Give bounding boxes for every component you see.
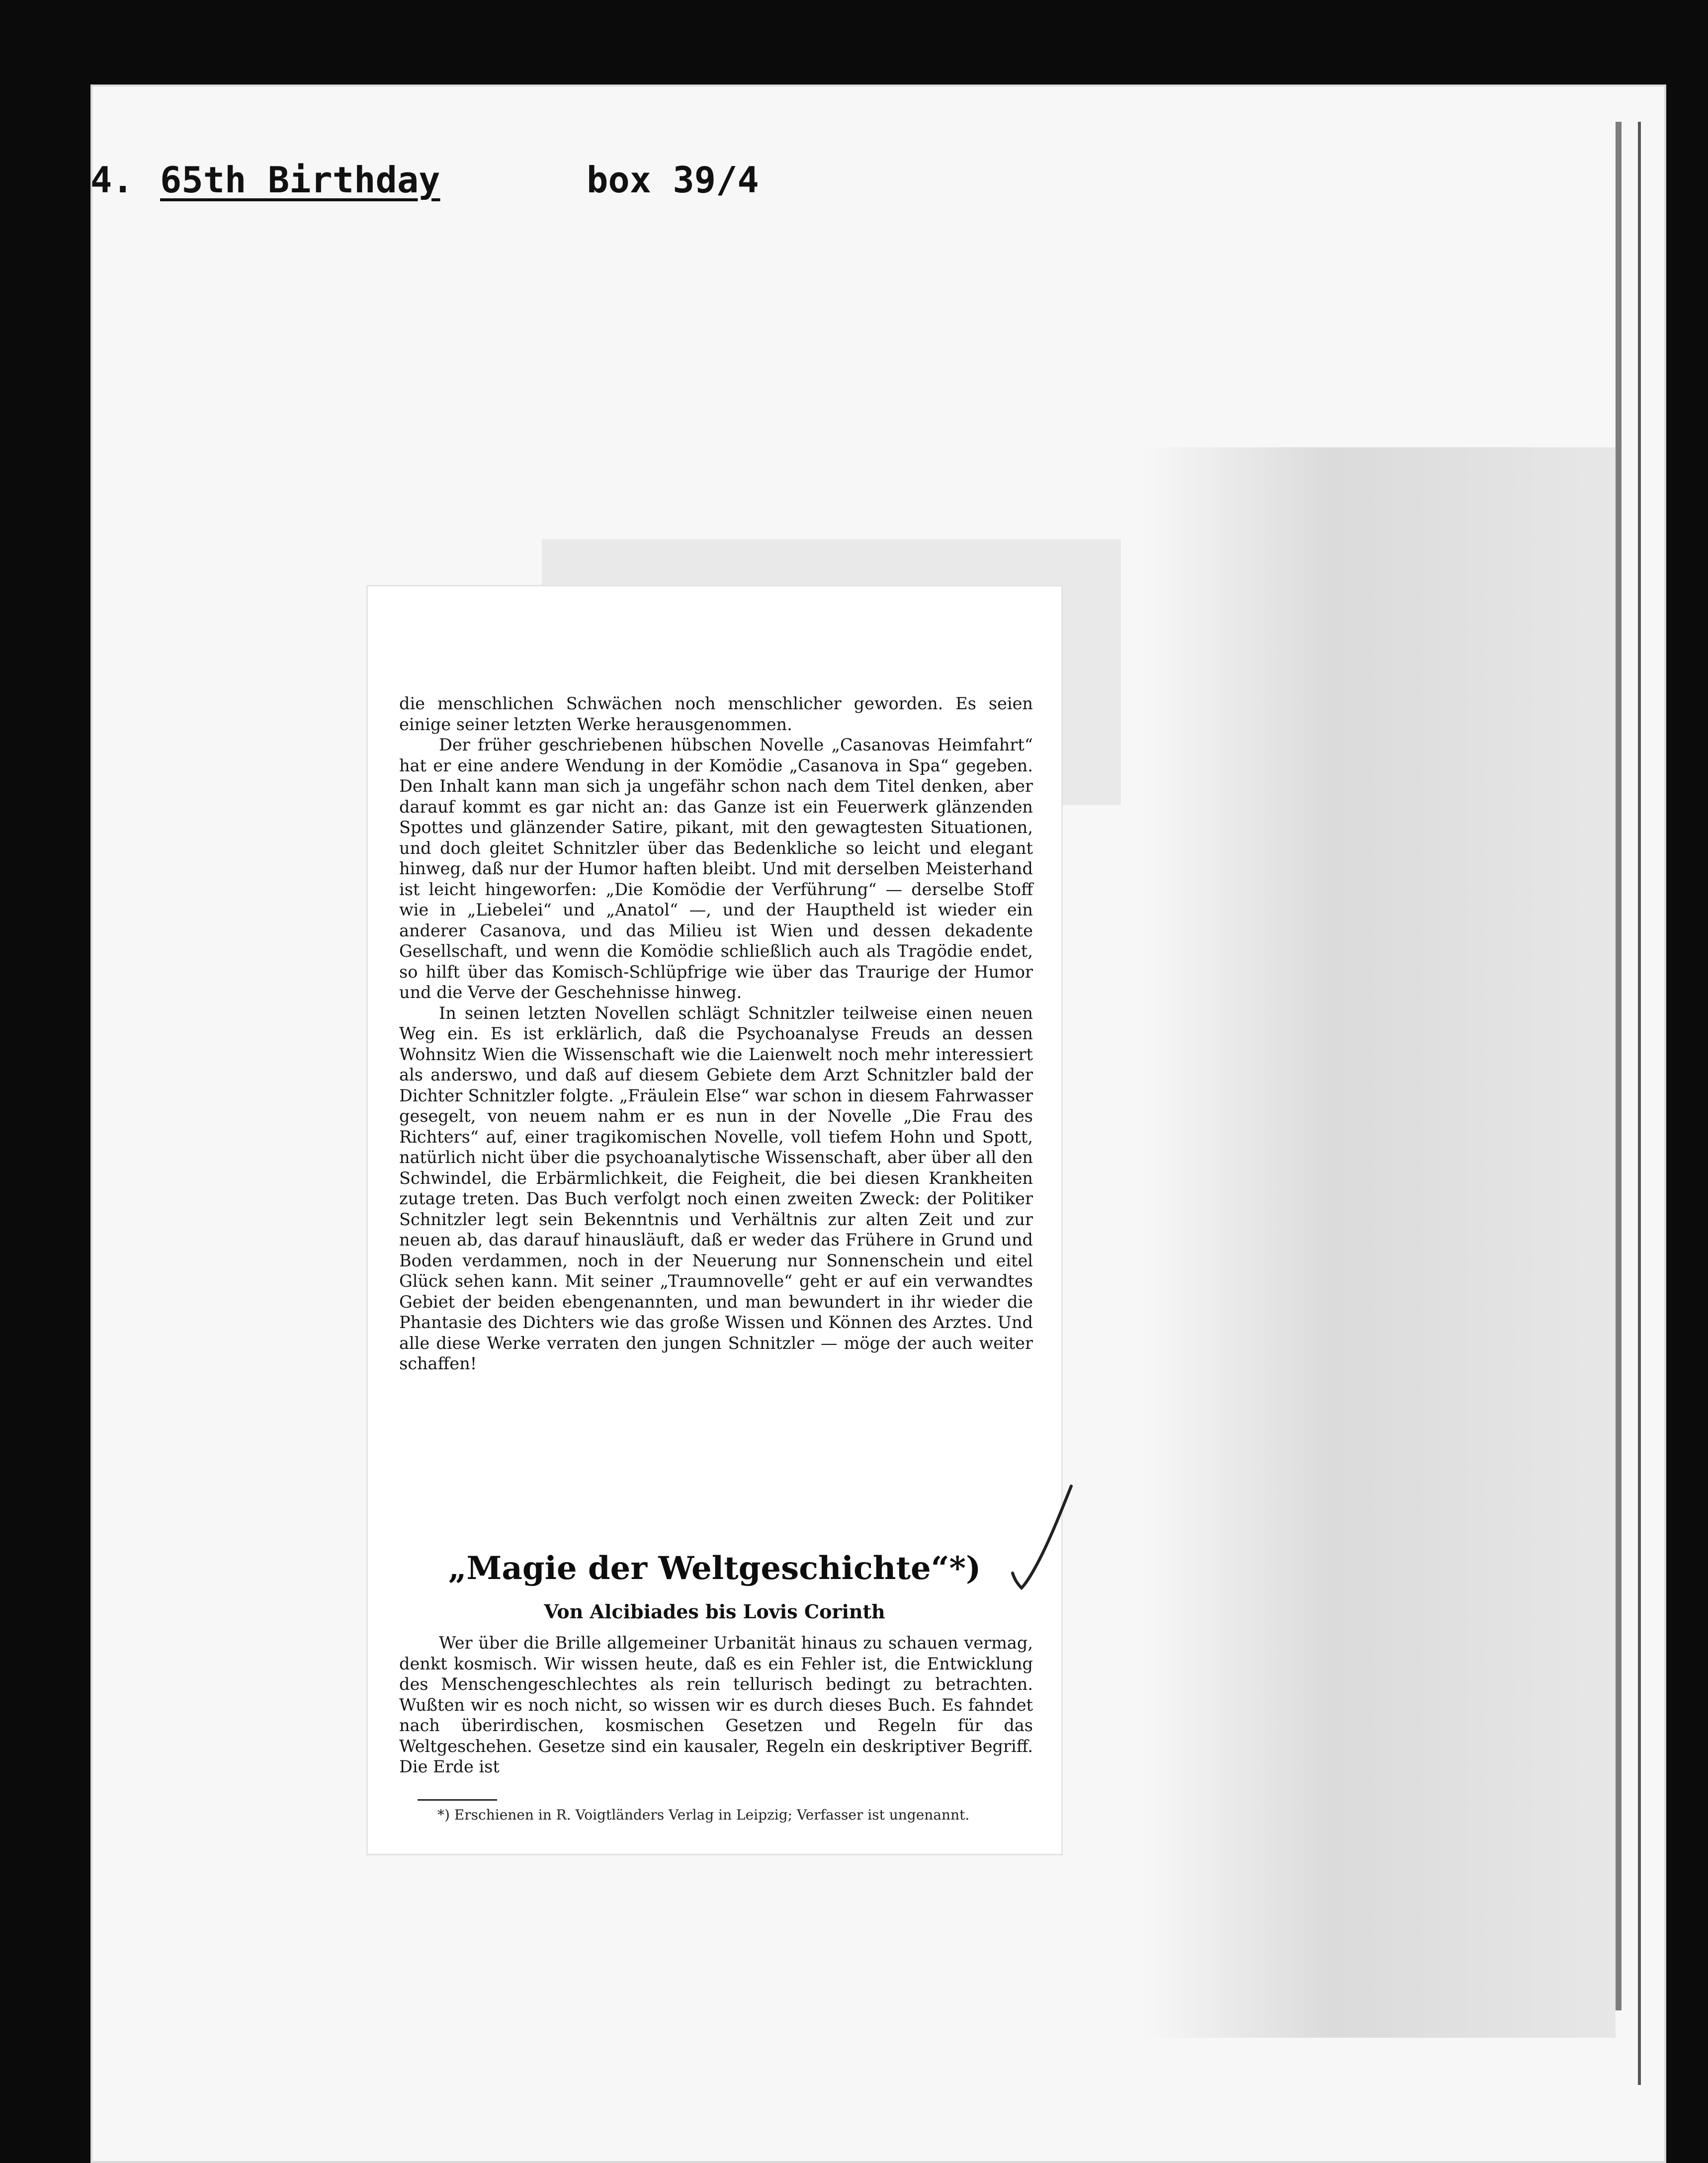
footnote-rule: [418, 1799, 497, 1801]
sheet-edge: [1616, 122, 1622, 2010]
pencil-check-mark: [1002, 1481, 1076, 1600]
article-subheading: Von Alcibiades bis Lovis Corinth: [544, 1600, 885, 1623]
paragraph: Der früher geschriebenen hübschen Novelle „Casanovas Heimfahrt“ hat er eine andere Wendung in der Komödie „Casanova in Spa“ gegeben. Den Inhalt kann man sich ja ungefähr schon nach dem Titel denken, aber darauf kommt es gar nicht an: das Ganze ist ein Feuerwerk glänzenden Spottes und glänzender Satire, pikant, mit den gewagtesten Situationen, und doch gleitet Schnitzler über das Bedenkliche so leicht und elegant hinweg, daß nur der Humor haften bleibt. Und mit derselben Meisterhand ist leicht hingeworfen: „Die Komödie der Verführung“ — derselbe Stoff wie in „Liebelei“ und „Anatol“ —, und der Hauptheld ist wieder ein anderer Casanova, und das Milieu ist Wien und dessen dekadente Gesellschaft, und wenn die Komödie schließlich auch als Tragödie endet, so hilft über das Komisch-Schlüpfrige wie über das Traurige der Humor und die Verve der Geschehnisse hinweg.: [399, 735, 1033, 1002]
article-heading: „Magie der Weltgeschichte“*): [448, 1550, 981, 1587]
article-continuation: [399, 693, 1033, 1374]
paragraph: die menschlichen Schwächen noch menschlicher geworden. Es seien einige seiner letzten Werke herausgenommen.: [399, 694, 1033, 734]
folder-number: 4.: [90, 159, 134, 201]
sheet-edge-outer: [1638, 122, 1641, 2085]
folder-title: 65th Birthday: [160, 159, 440, 201]
sheet-shading: [1143, 447, 1616, 2038]
box-label: box 39/4: [587, 159, 759, 201]
article-body: Wer über die Brille allgemeiner Urbanität hinaus zu schauen vermag, denkt kosmisch. Wir wissen heute, daß es ein Fehler ist, die Entwicklung des Menschengeschlechtes als rein tellurisch bedingt zu betrachten. Wußten wir es noch nicht, so wissen wir es durch dieses Buch. Es fahndet nach überirdischen, kosmischen Gesetzen und Regeln für das Weltgeschehen. Gesetze sind ein kausaler, Regeln ein deskriptiver Begriff. Die Erde ist: [399, 1633, 1033, 1776]
footnote: *) Erschienen in R. Voigtländers Verlag in Leipzig; Verfasser ist ungenannt.: [437, 1807, 970, 1823]
newspaper-clipping: [368, 586, 1061, 1854]
paragraph: In seinen letzten Novellen schlägt Schnitzler teilweise einen neuen Weg ein. Es ist erklärlich, daß die Psychoanalyse Freuds an dessen Wohnsitz Wien die Wissenschaft wie die Laienwelt noch mehr interessiert als anderswo, und daß auf diesem Gebiete dem Arzt Schnitzler bald der Dichter Schnitzler folgte. „Fräulein Else“ war schon in diesem Fahrwasser gesegelt, von neuem nahm er es nun in der Novelle „Die Frau des Richters“ auf, einer tragikomischen Novelle, voll tiefem Hohn und Spott, natürlich nicht über die psychoanalytische Wissenschaft, aber über all den Schwindel, die Erbärmlichkeit, die Feigheit, die bei diesen Krankheiten zutage treten. Das Buch verfolgt noch einen zweiten Zweck: der Politiker Schnitzler legt sein Bekenntnis und Verhältnis zur alten Zeit und zur neuen ab, das darauf hinausläuft, daß er weder das Frühere in Grund und Boden verdammen, noch in der Neuerung nur Sonnenschein und eitel Glück sehen kann. Mit seiner „Traumnovelle“ geht er auf ein verwandtes Gebiet der beiden ebengenannten, und man bewundert in ihr wieder die Phantasie des Dichters wie das große Wissen und Können des Arztes. Und alle diese Werke verraten den jungen Schnitzler — möge der auch weiter schaffen!: [399, 1003, 1033, 1373]
